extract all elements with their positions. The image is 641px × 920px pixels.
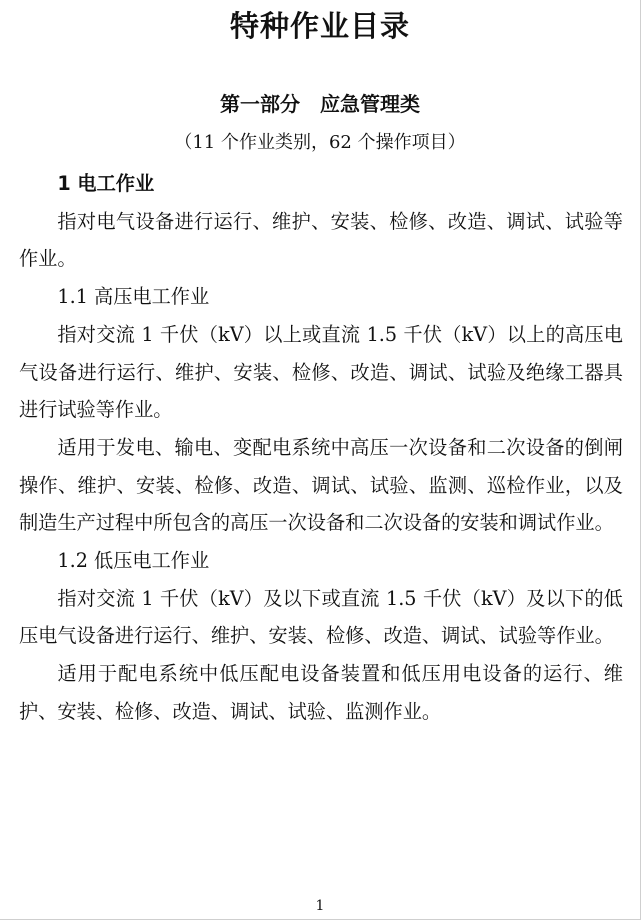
subheading-low-voltage-work: 1.2 低压电工作业 [57, 549, 210, 573]
part-subtitle: （11 个作业类别，62 个操作项目） [174, 132, 466, 153]
subheading-high-voltage-work: 1.1 高压电工作业 [57, 285, 210, 309]
paragraph-low-voltage-scope: 适用于配电系统中低压配电设备装置和低压用电设备的运行、维护、安装、检修、改造、调试、试验、监测作业。 [19, 662, 623, 723]
paragraph-high-voltage-definition: 指对交流 1 千伏（kV）以上或直流 1.5 千伏（kV）以上的高压电气设备进行运行、维护、安装、检修、改造、调试、试验及绝缘工器具进行试验等作业。 [19, 322, 623, 422]
part-title: 第一部分 应急管理类 [220, 92, 420, 116]
section-heading-electrical-work: 1 电工作业 [57, 172, 155, 195]
paragraph-high-voltage-scope: 适用于发电、输电、变配电系统中高压一次设备和二次设备的倒闸操作、维护、安装、检修、改造、调试、试验、监测、巡检作业，以及制造生产过程中所包含的高压一次设备和二次设备的安装和调试作业。 [19, 435, 623, 535]
page-number: 1 [315, 898, 325, 914]
document-title: 特种作业目录 [229, 9, 410, 43]
document-body [19, 165, 623, 731]
paragraph-electrical-work-definition: 指对电气设备进行运行、维护、安装、检修、改造、调试、试验等作业。 [19, 209, 623, 271]
paragraph-low-voltage-definition: 指对交流 1 千伏（kV）及以下或直流 1.5 千伏（kV）及以下的低压电气设备进行运行、维护、安装、检修、改造、调试、试验等作业。 [19, 586, 623, 648]
